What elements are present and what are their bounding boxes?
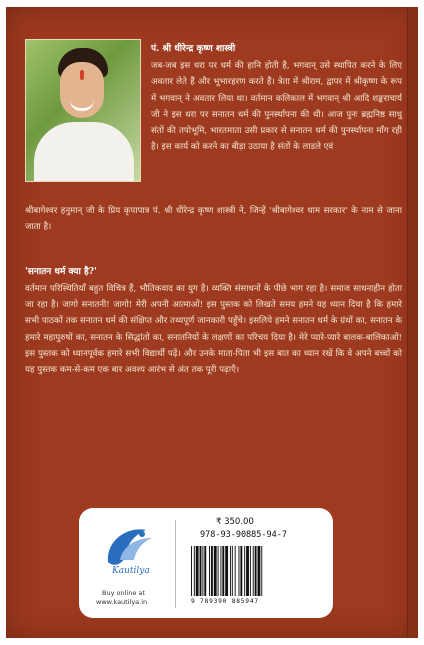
author-photo [25,39,141,182]
intro-paragraph-top: जब-जब इस धरा पर धर्म की हानि होती है, भगवान् उसे स्थापित करने के लिए अवतार लेते हैं और भूभारहरण करते हैं। त्रेता में श्रीराम, द्वापर में श्रीकृष्ण के रूप में भगवान् ने अवतार लिया था। वर्तमान कलिकाल में भगवान् श्री आदि शङ्कराचार्य जी ने इस धरा पर सनातन धर्म की पुनर्स्थापना की थी। आज पुनः ब्रह्मनिष्ठ साधु संतों की तपोभूमि, भारतमाता उसी प्रकार से सनातन धर्म की पुनर्स्थापना माँग रही है। इस कार्य को करने का बीड़ा उठाया है संतों के लाडले एवं [151,61,402,153]
question-heading: 'सनातन धर्म क्या है?' [25,267,97,277]
publisher-name: Kautilya [112,566,150,576]
main-paragraph: वर्तमान परिस्थितियाँ बहुत विचित्र हैं, भौतिकवाद का युग है। व्यक्ति संसाधनों के पीछे भाग रहा है। समाज साधनाहीन होता जा रहा है। जागो सनातनी! जागो! मेरी अपनी आत्माओं! इस पुस्तक को लिखते समय हमने यह ध्यान दिया है कि हमारे सभी पाठकों तक सनातन धर्म की संक्षिप्त और तथ्यपूर्ण जानकारी पहुँचे। इसलिये हमने सनातन धर्म के ग्रंथों का, सनातन के हमारे महापुरुषों का, सनातन के सिद्धांतों का, सनातनियों के लक्षणों का परिचय दिया है। मेरे प्यारे-प्यारे बालक-बालिकाओं! इस पुस्तक को ध्यानपूर्वक हमारे सभी विद्यार्थी पढ़ें। और उनके माता-पिता भी इस बात का ध्यान रखें कि वे अपने बच्चों को यह पुस्तक कम-से-कम एक बार अवश्य आरंभ से अंत तक पूरी पढ़ाएँ। [25,284,402,376]
isbn-number: 978-93-90885-94-7 [200,530,287,540]
barcode-digits: 9 789390 885947 [191,598,259,605]
panel-divider [175,520,176,608]
book-price: ₹ 350.00 [216,517,254,527]
spine-edge [407,7,418,638]
buy-online-label: Buy online at [102,589,145,597]
barcode-icon [191,546,295,596]
author-name-heading: पं. श्री धीरेन्द्र कृष्ण शास्त्री [151,44,236,54]
publisher-website: www.kautilya.in [96,598,148,606]
intro-paragraph-bottom: श्रीबागेश्वर हनुमान् जी के प्रिय कृपापात्र पं. श्री धीरेन्द्र कृष्ण शास्त्री ने, जिन्हें 'श्रीबागेश्वर धाम सरकार' के नाम से जाना जाता है। [25,206,402,233]
